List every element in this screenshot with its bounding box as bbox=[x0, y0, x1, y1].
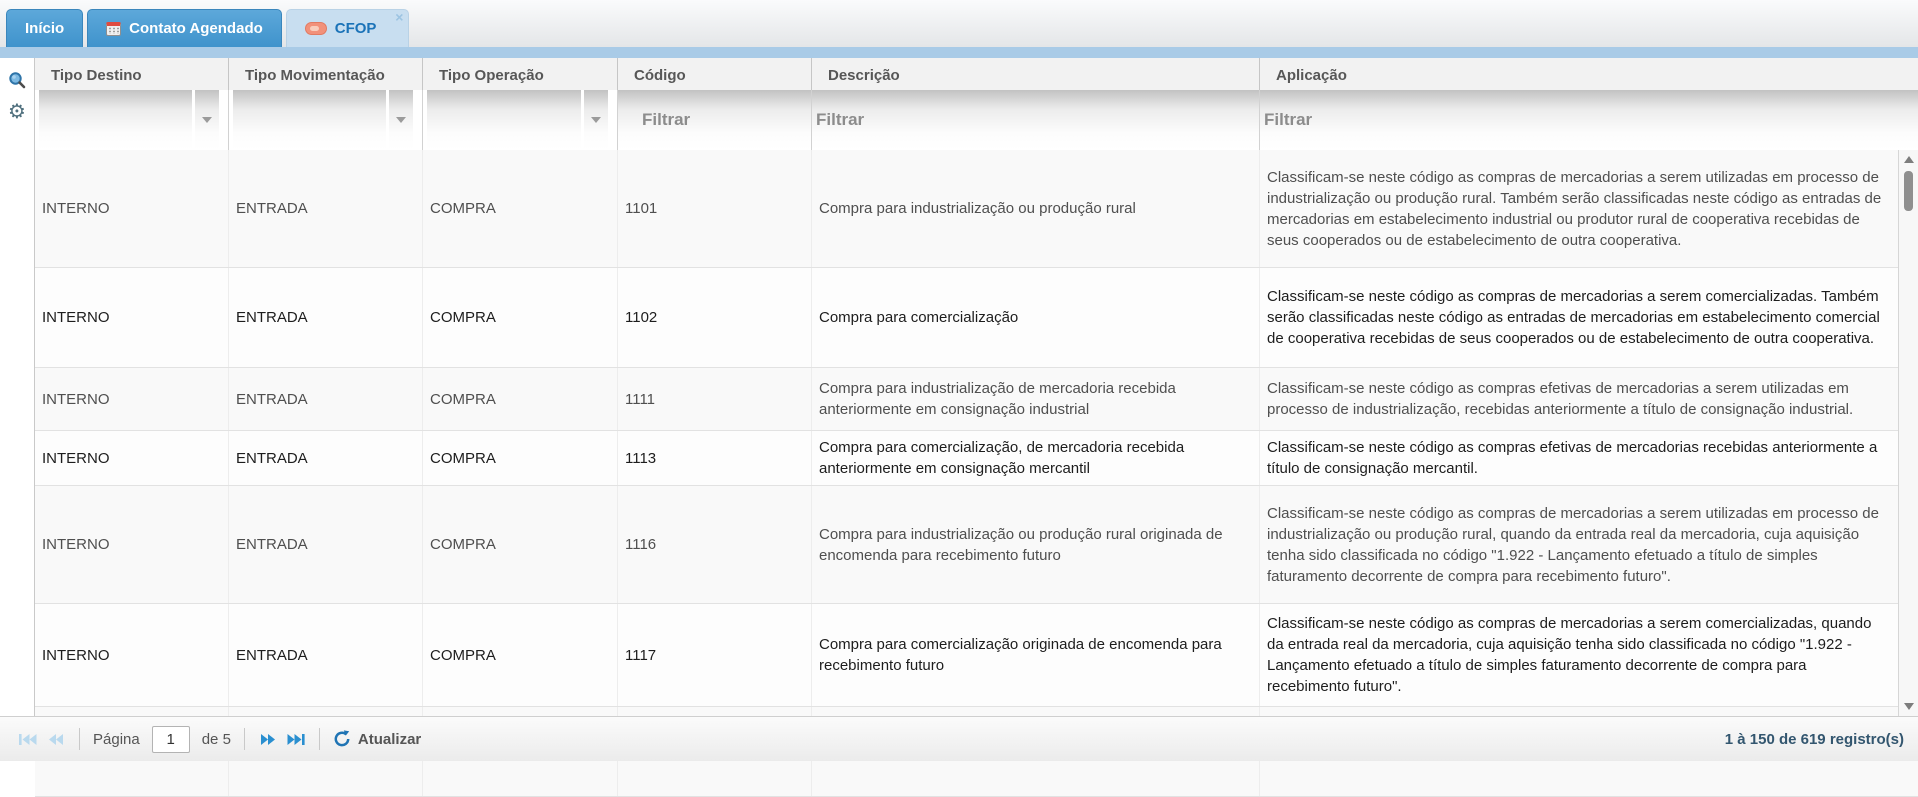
refresh-label: Atualizar bbox=[357, 730, 422, 748]
filter-cell-tipo_operacao bbox=[422, 90, 617, 150]
cell-descricao: Compra para industrialização ou produção rural originada de encomenda para recebimento futuro bbox=[811, 486, 1259, 603]
cell-descricao: Compra para industrialização de mercadoria recebida anteriormente em consignação industrial bbox=[811, 368, 1259, 430]
filter-input-codigo[interactable] bbox=[618, 90, 811, 150]
separator bbox=[319, 728, 320, 750]
cell-tipo_operacao: COMPRA bbox=[422, 150, 617, 267]
cell-aplicacao: Classificam-se neste código as compras de mercadorias a serem comercializadas. Também serão classificadas neste código as entradas de mercadorias em estabelecimento comercial de cooperativa recebidas de seus cooperados ou de estabelecimento de outra cooperativa. bbox=[1259, 268, 1898, 367]
refresh-button[interactable] bbox=[333, 730, 421, 748]
cell-descricao: Compra para comercialização originada de encomenda para recebimento futuro bbox=[811, 604, 1259, 706]
record-count: 1 à 150 de 619 registro(s) bbox=[1724, 730, 1904, 748]
filter-select-value[interactable] bbox=[233, 90, 386, 150]
cell-tipo_operacao: COMPRA bbox=[422, 368, 617, 430]
chevron-down-icon[interactable] bbox=[389, 90, 413, 150]
cell-descricao: Compra para industrialização ou produção rural bbox=[811, 150, 1259, 267]
table-row[interactable] bbox=[35, 368, 1918, 431]
cell-codigo: 1102 bbox=[617, 268, 811, 367]
cell-tipo_operacao: COMPRA bbox=[422, 431, 617, 485]
cell-tipo_destino: INTERNO bbox=[42, 536, 110, 553]
table-row[interactable] bbox=[35, 150, 1918, 268]
cell-descricao: Compra para comercialização, de mercadoria recebida anteriormente em consignação mercantil bbox=[811, 431, 1259, 485]
last-page-button[interactable] bbox=[282, 726, 310, 752]
filter-select-value[interactable] bbox=[39, 90, 192, 150]
page-label: Página bbox=[93, 730, 140, 748]
tab-inicio[interactable] bbox=[6, 9, 83, 47]
vertical-scrollbar[interactable] bbox=[1898, 150, 1918, 716]
first-page-button[interactable] bbox=[14, 726, 42, 752]
table-body bbox=[35, 150, 1918, 716]
tab-label: CFOP bbox=[334, 20, 377, 37]
cell-aplicacao: Classificam-se neste código as compras de mercadorias a serem comercializadas, quando da entrada real da mercadoria, cuja aquisição tenha sido classificada no código "1.922 - Lançamento efetuado a título de simples faturamento decorrente de compra para recebimento futuro". bbox=[1259, 604, 1898, 706]
close-icon[interactable]: × bbox=[395, 9, 404, 25]
chevron-down-icon[interactable] bbox=[584, 90, 608, 150]
scroll-down-icon[interactable] bbox=[1904, 703, 1914, 710]
cell-tipo_movimentacao: ENTRADA bbox=[228, 368, 422, 430]
column-header-descricao[interactable]: Descrição bbox=[811, 58, 1259, 90]
cell-tipo_destino: INTERNO bbox=[42, 646, 110, 664]
grid-panel bbox=[0, 58, 1918, 716]
table-row[interactable] bbox=[35, 604, 1918, 707]
cell-tipo_operacao: COMPRA bbox=[422, 486, 617, 603]
tab-bar bbox=[0, 0, 1918, 47]
filter-select-tipo_destino[interactable] bbox=[39, 90, 219, 150]
tab-divider-strip bbox=[0, 47, 1918, 58]
tag-icon bbox=[305, 22, 327, 35]
cell-tipo_movimentacao: ENTRADA bbox=[228, 486, 422, 603]
cell-codigo: 1101 bbox=[617, 150, 811, 267]
cell-tipo_destino: INTERNO bbox=[42, 200, 110, 217]
tab-contato-agendado[interactable] bbox=[87, 9, 282, 47]
page-count-label: de 5 bbox=[201, 730, 231, 748]
cell-tipo_destino: INTERNO bbox=[42, 309, 110, 326]
cell-tipo_movimentacao: ENTRADA bbox=[228, 431, 422, 485]
cell-tipo_destino: INTERNO bbox=[42, 390, 110, 408]
scroll-up-icon[interactable] bbox=[1904, 156, 1914, 163]
cell-tipo_movimentacao: ENTRADA bbox=[228, 604, 422, 706]
filter-select-tipo_movimentacao[interactable] bbox=[233, 90, 413, 150]
calendar-icon bbox=[106, 22, 121, 36]
scrollbar-thumb[interactable] bbox=[1904, 171, 1913, 211]
separator bbox=[244, 728, 245, 750]
left-toolbar bbox=[0, 58, 35, 716]
filter-select-tipo_operacao[interactable] bbox=[427, 90, 608, 150]
column-header-tipo_operacao[interactable]: Tipo Operação bbox=[422, 58, 617, 90]
cell-codigo: 1117 bbox=[617, 604, 811, 706]
cell-aplicacao: Classificam-se neste código as compras efetivas de mercadorias a serem utilizadas em processo de industrialização, recebidas anteriormente a título de consignação industrial. bbox=[1259, 368, 1898, 430]
table-row[interactable] bbox=[35, 431, 1918, 486]
prev-page-button[interactable] bbox=[42, 726, 70, 752]
cell-codigo: 1111 bbox=[617, 368, 811, 430]
cell-tipo_destino: INTERNO bbox=[42, 449, 110, 467]
filter-select-value[interactable] bbox=[427, 90, 581, 150]
cell-codigo: 1113 bbox=[617, 431, 811, 485]
filter-cell-descricao bbox=[811, 90, 1259, 150]
gear-icon[interactable]: ⚙ bbox=[8, 99, 26, 123]
page-input[interactable] bbox=[152, 726, 190, 753]
table-row[interactable] bbox=[35, 486, 1918, 604]
column-headers bbox=[35, 58, 1918, 90]
search-icon[interactable] bbox=[6, 69, 28, 91]
column-header-tipo_destino[interactable]: Tipo Destino bbox=[51, 67, 142, 84]
pagination-bar bbox=[0, 716, 1918, 761]
tab-label: Contato Agendado bbox=[129, 20, 263, 37]
cell-codigo: 1116 bbox=[617, 486, 811, 603]
cell-aplicacao: Classificam-se neste código as compras de mercadorias a serem utilizadas em processo de industrialização ou produção rural, quando da entrada real da mercadoria, cuja aquisição tenha sido classificada no código "1.922 - Lançamento efetuado a título de simples faturamento decorrente de compra para recebimento futuro". bbox=[1259, 486, 1898, 603]
data-grid bbox=[35, 58, 1918, 716]
filter-input-descricao[interactable] bbox=[812, 90, 1259, 150]
table-row[interactable] bbox=[35, 268, 1918, 368]
cell-aplicacao: Classificam-se neste código as compras efetivas de mercadorias recebidas anteriormente a título de consignação mercantil. bbox=[1259, 431, 1898, 485]
filter-row bbox=[35, 90, 1918, 150]
column-header-tipo_movimentacao[interactable]: Tipo Movimentação bbox=[228, 58, 422, 90]
filter-cell-aplicacao bbox=[1259, 90, 1918, 150]
filter-input-aplicacao[interactable] bbox=[1260, 90, 1918, 150]
cell-aplicacao: Classificam-se neste código as compras de mercadorias a serem utilizadas em processo de industrialização ou produção rural. Também serão classificadas neste código as entradas de mercadorias em estabelecimento industrial ou produtor rural de cooperativa recebidas de seus cooperados ou de estabelecimento de outra cooperativa. bbox=[1259, 150, 1898, 267]
separator bbox=[79, 728, 80, 750]
cell-descricao: Compra para comercialização bbox=[811, 268, 1259, 367]
cell-tipo_operacao: COMPRA bbox=[422, 268, 617, 367]
cell-tipo_operacao: COMPRA bbox=[422, 604, 617, 706]
refresh-icon bbox=[333, 730, 351, 748]
column-header-codigo[interactable]: Código bbox=[617, 58, 811, 90]
filter-cell-tipo_destino bbox=[35, 90, 228, 150]
column-header-aplicacao[interactable]: Aplicação bbox=[1259, 58, 1898, 90]
filter-cell-tipo_movimentacao bbox=[228, 90, 422, 150]
filter-cell-codigo bbox=[617, 90, 811, 150]
next-page-button[interactable] bbox=[254, 726, 282, 752]
cell-tipo_movimentacao: ENTRADA bbox=[228, 268, 422, 367]
cell-tipo_movimentacao: ENTRADA bbox=[228, 150, 422, 267]
tab-cfop[interactable] bbox=[286, 9, 410, 47]
tab-label: Início bbox=[25, 20, 65, 37]
chevron-down-icon[interactable] bbox=[195, 90, 219, 150]
